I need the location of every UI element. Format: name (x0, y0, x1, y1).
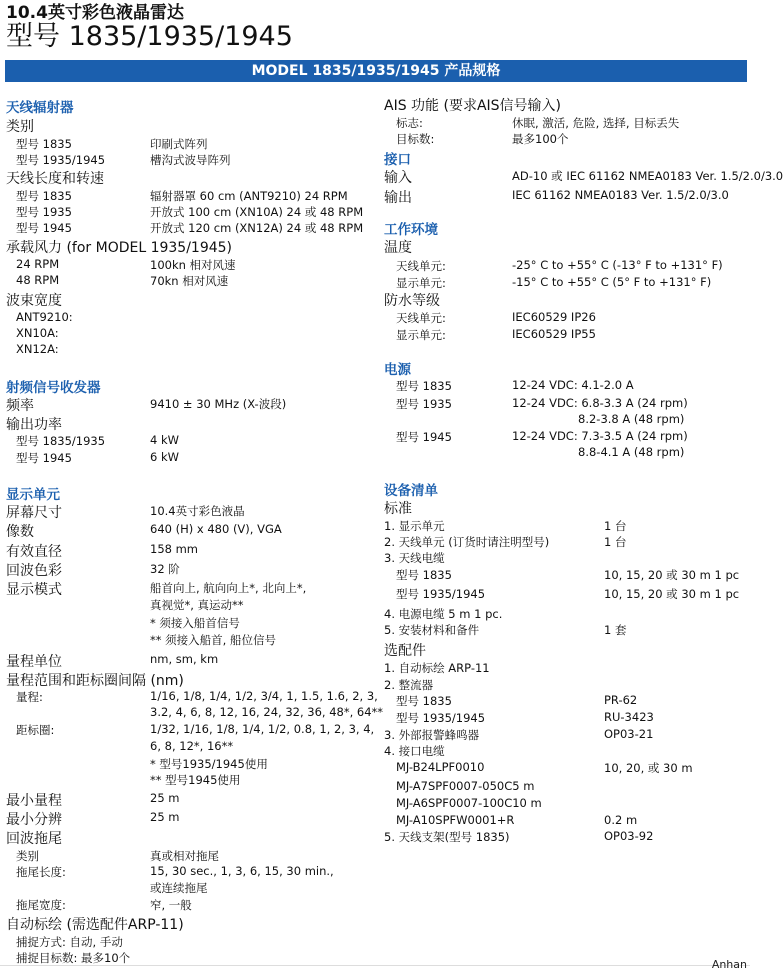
spec-value: * 须接入船首信号 (150, 616, 240, 630)
spec-value: IEC60529 IP26 (512, 310, 596, 324)
spec-label: 拖尾宽度: (16, 898, 66, 912)
spec-label: 型号 1935/1945 (16, 153, 106, 167)
spec-label: 类别 (16, 849, 39, 863)
spec-label: 类别 (6, 119, 34, 135)
spec-label: 型号 1935/1945 (396, 587, 486, 601)
spec-value: 6, 8, 12*, 16** (150, 739, 234, 753)
spec-label: 型号 1835 (396, 694, 452, 708)
spec-label: 天线长度和转速 (6, 171, 104, 187)
spec-label: MJ-A6SPF0007-100C10 m (396, 796, 542, 810)
spec-label: 防水等级 (384, 293, 440, 309)
spec-label: 1. 显示单元 (384, 519, 445, 533)
spec-value: 158 mm (150, 542, 199, 556)
spec-label: XN12A: (16, 342, 59, 356)
spec-value: 开放式 100 cm (XN10A) 24 或 48 RPM (150, 205, 364, 219)
spec-label: 型号 1835 (16, 137, 72, 151)
spec-value: 9410 ± 30 MHz (X-波段) (150, 397, 287, 411)
spec-value: ** 须接入船首, 船位信号 (150, 633, 276, 647)
spec-label: 温度 (384, 240, 412, 256)
spec-label: MJ-B24LPF0010 (396, 760, 485, 774)
spec-label: 3. 外部报警蜂鸣器 (384, 728, 480, 742)
spec-value: RU-3423 (604, 710, 654, 724)
spec-value: 10.4英寸彩色液晶 (150, 504, 245, 518)
spec-value: 1/16, 1/8, 1/4, 1/2, 3/4, 1, 1.5, 1.6, 2, 3, (150, 689, 378, 703)
spec-label: 捕捉目标数: 最多10个 (16, 951, 131, 965)
spec-value: 32 阶 (150, 562, 180, 576)
spec-label: 5. 安装材料和备件 (384, 623, 480, 637)
spec-value: nm, sm, km (150, 652, 219, 666)
spec-value: 1 套 (604, 623, 627, 637)
spec-label: 2. 天线单元 (订货时请注明型号) (384, 535, 550, 549)
spec-value: 或连续拖尾 (150, 881, 208, 895)
spec-value: 100kn 相对风速 (150, 258, 236, 272)
spec-label: 型号 1945 (16, 451, 72, 465)
spec-value: 8.8-4.1 A (48 rpm) (578, 445, 685, 459)
spec-label: 输入 (384, 170, 412, 186)
spec-banner: MODEL 1835/1935/1945 产品规格 (5, 60, 747, 82)
spec-value: ** 型号1945使用 (150, 773, 241, 787)
spec-value: 印刷式阵列 (150, 137, 208, 151)
spec-value: 10, 15, 20 或 30 m 1 pc (604, 587, 740, 601)
spec-label: 48 RPM (16, 273, 60, 287)
spec-label: 型号 1945 (16, 221, 72, 235)
spec-label: 4. 电源电缆 5 m 1 pc. (384, 607, 503, 621)
bottom-divider (0, 965, 750, 966)
spec-value: 窄, 一般 (150, 898, 192, 912)
spec-label: 显示模式 (6, 582, 62, 598)
spec-value: 真视觉*, 真运动** (150, 598, 244, 612)
spec-value: 槽沟式波导阵列 (150, 153, 231, 167)
spec-label: 型号 1935/1945 (396, 711, 486, 725)
spec-label: 标志: (396, 116, 423, 130)
spec-value: 15, 30 sec., 1, 3, 6, 15, 30 min., (150, 864, 334, 878)
spec-label: 量程单位 (6, 654, 62, 670)
spec-label: 型号 1835/1935 (16, 434, 106, 448)
spec-value: OP03-21 (604, 727, 654, 741)
section-heading: 射频信号收发器 (6, 380, 101, 396)
spec-label: XN10A: (16, 326, 59, 340)
spec-label: 选配件 (384, 643, 426, 659)
spec-value: 4 kW (150, 433, 180, 447)
spec-value: AD-10 或 IEC 61162 NMEA0183 Ver. 1.5/2.0/3.0 (512, 169, 783, 183)
spec-label: 天线单元: (396, 311, 446, 325)
spec-label: 频率 (6, 398, 34, 414)
spec-label: AIS 功能 (要求AIS信号输入) (384, 98, 562, 114)
spec-label: 拖尾长度: (16, 865, 66, 879)
spec-label: 标准 (384, 501, 412, 517)
spec-label: 24 RPM (16, 257, 60, 271)
spec-value: 1 台 (604, 519, 627, 533)
spec-label: 5. 天线支架(型号 1835) (384, 830, 510, 844)
spec-value: 1/32, 1/16, 1/8, 1/4, 1/2, 0.8, 1, 2, 3, 4, (150, 722, 375, 736)
spec-label: 2. 整流器 (384, 678, 434, 692)
spec-label: 显示单元: (396, 276, 446, 290)
spec-value: 70kn 相对风速 (150, 274, 229, 288)
spec-label: 量程范围和距标圈间隔 (nm) (6, 673, 184, 689)
spec-value: 8.2-3.8 A (48 rpm) (578, 412, 685, 426)
section-heading: 天线辐射器 (6, 100, 74, 116)
spec-value: 12-24 VDC: 7.3-3.5 A (24 rpm) (512, 429, 688, 443)
spec-value: 25 m (150, 791, 180, 805)
spec-value: 10, 20, 或 30 m (604, 761, 693, 775)
spec-value: * 型号1935/1945使用 (150, 757, 268, 771)
product-subtitle: 10.4英寸彩色液晶雷达 (6, 3, 184, 23)
spec-label: 最小量程 (6, 793, 62, 809)
section-heading: 显示单元 (6, 487, 60, 503)
spec-value: 船首向上, 航向向上*, 北向上*, (150, 581, 307, 595)
spec-value: 辐射器罩 60 cm (ANT9210) 24 RPM (150, 189, 348, 203)
spec-label: 目标数: (396, 132, 435, 146)
spec-label: 承载风力 (for MODEL 1935/1945) (6, 240, 233, 256)
spec-value: 12-24 VDC: 6.8-3.3 A (24 rpm) (512, 396, 688, 410)
spec-value: 真或相对拖尾 (150, 849, 219, 863)
section-heading: 设备清单 (384, 483, 438, 499)
spec-label: 距标圈: (16, 723, 55, 737)
spec-label: 4. 接口电缆 (384, 744, 445, 758)
spec-label: 型号 1835 (16, 189, 72, 203)
spec-label: 回波拖尾 (6, 831, 62, 847)
section-heading: 电源 (384, 362, 411, 378)
watermark: Anhan (711, 958, 747, 971)
spec-value: IEC60529 IP55 (512, 327, 596, 341)
spec-label: 天线单元: (396, 259, 446, 273)
spec-value: 12-24 VDC: 4.1-2.0 A (512, 378, 634, 392)
section-heading: 接口 (384, 152, 411, 168)
spec-label: 1. 自动标绘 ARP-11 (384, 661, 490, 675)
spec-label: 自动标绘 (需选配件ARP-11) (6, 917, 184, 933)
spec-label: 回波色彩 (6, 563, 62, 579)
spec-value: 3.2, 4, 6, 8, 12, 16, 24, 32, 36, 48*, 64** (150, 705, 384, 719)
spec-label: 3. 天线电缆 (384, 551, 445, 565)
spec-label: MJ-A7SPF0007-050C5 m (396, 779, 535, 793)
spec-label: 型号 1935 (396, 397, 452, 411)
section-heading: 工作环境 (384, 222, 438, 238)
spec-value: -25° C to +55° C (-13° F to +131° F) (512, 258, 723, 272)
spec-label: 型号 1835 (396, 379, 452, 393)
spec-value: 最多100个 (512, 132, 569, 146)
spec-value: -15° C to +55° C (5° F to +131° F) (512, 275, 712, 289)
spec-label: 输出 (384, 190, 412, 206)
spec-value: 1 台 (604, 535, 627, 549)
spec-value: IEC 61162 NMEA0183 Ver. 1.5/2.0/3.0 (512, 188, 729, 202)
spec-value: OP03-92 (604, 829, 654, 843)
spec-label: 像数 (6, 524, 34, 540)
spec-label: 有效直径 (6, 544, 62, 560)
spec-value: 0.2 m (604, 813, 638, 827)
product-title: 型号 1835/1935/1945 (6, 21, 293, 52)
spec-label: 最小分辨 (6, 812, 62, 828)
spec-label: 波束宽度 (6, 293, 62, 309)
spec-value: 10, 15, 20 或 30 m 1 pc (604, 568, 740, 582)
spec-label: 型号 1835 (396, 568, 452, 582)
spec-value: 6 kW (150, 450, 180, 464)
spec-value: 640 (H) x 480 (V), VGA (150, 522, 282, 536)
spec-label: MJ-A10SPFW0001+R (396, 813, 515, 827)
spec-value: 开放式 120 cm (XN12A) 24 或 48 RPM (150, 221, 364, 235)
spec-label: 显示单元: (396, 328, 446, 342)
spec-value: 休眠, 激活, 危险, 选择, 目标丢失 (512, 116, 680, 130)
spec-label: 捕捉方式: 自动, 手动 (16, 935, 123, 949)
spec-label: 型号 1935 (16, 205, 72, 219)
spec-label: 输出功率 (6, 417, 62, 433)
spec-value: 25 m (150, 810, 180, 824)
spec-value: PR-62 (604, 693, 638, 707)
spec-label: ANT9210: (16, 310, 73, 324)
spec-label: 型号 1945 (396, 430, 452, 444)
spec-label: 量程: (16, 690, 43, 704)
spec-label: 屏幕尺寸 (6, 505, 62, 521)
